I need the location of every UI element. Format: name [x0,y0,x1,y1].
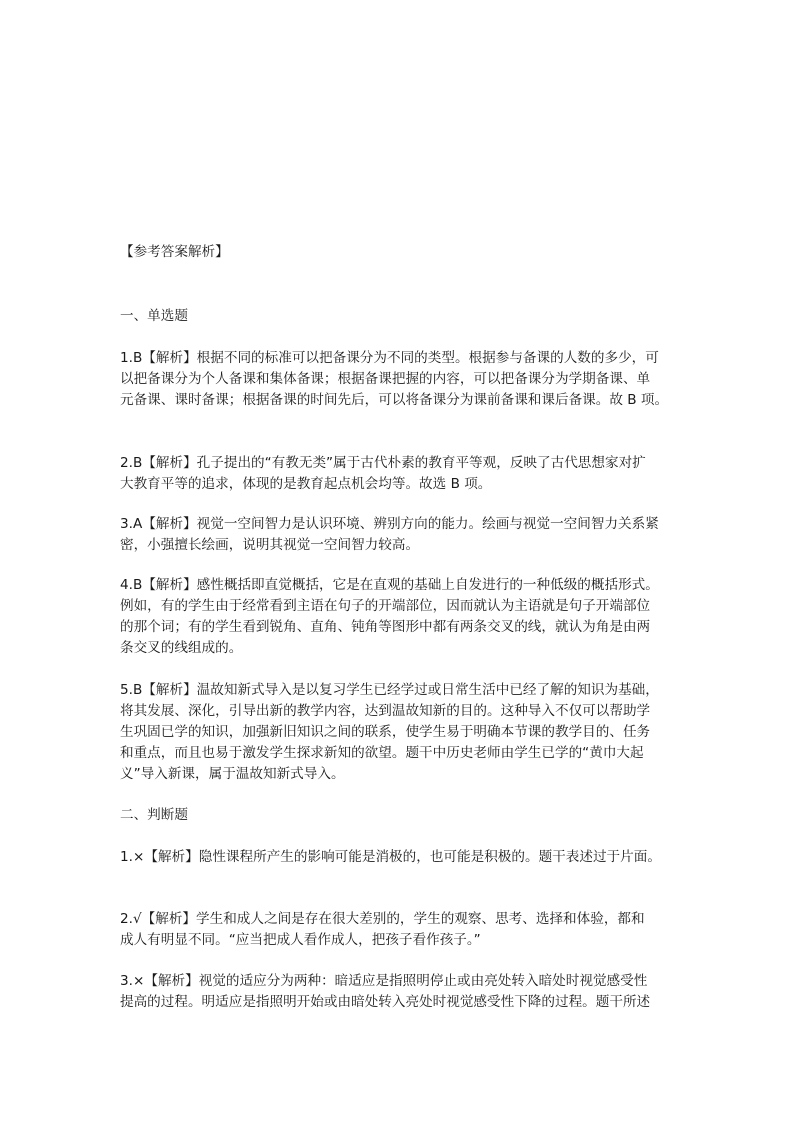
q4-line-4: 条交叉的线组成的。 [120,640,243,656]
tf3-line-1: 3.×【解析】视觉的适应分为两种：暗适应是指照明停止或由亮处转入暗处时视觉感受性 [120,973,648,989]
q4-line-1: 4.B【解析】感性概括即直觉概括，它是在直观的基础上自发进行的一种低级的概括形式。 [120,577,659,593]
tf2-line-1: 2.√【解析】学生和成人之间是存在很大差别的，学生的观察、思考、选择和体验，都和 [120,911,645,927]
q5-line-1: 5.B【解析】温故知新式导入是以复习学生已经学过或日常生活中已经了解的知识为基础， [120,682,659,698]
answer-title: 【参考答案解析】 [120,244,229,260]
q5-line-5: 义”导入新课，属于温故知新式导入。 [120,766,345,782]
q5-line-4: 和重点，而且也易于激发学生探求新知的欲望。题干中历史老师由学生已学的“黄巾大起 [120,745,644,761]
tf3-line-2: 提高的过程。明适应是指照明开始或由暗处转入亮处时视觉感受性下降的过程。题干所述 [120,994,651,1010]
q5-line-3: 生巩固已学的知识，加强新旧知识之间的联系，使学生易于明确本节课的教学目的、任务 [120,724,651,740]
q1-line-2: 以把备课分为个人备课和集体备课；根据备课把握的内容，可以把备课分为学期备课、单 [120,371,651,387]
q2-line-1: 2.B【解析】孔子提出的“有教无类”属于古代朴素的教育平等观，反映了古代思想家对扩 [120,455,646,471]
q1-line-3: 元备课、课时备课；根据备课的时间先后，可以将备课分为课前备课和课后备课。故 B 项。 [120,392,669,408]
q4-line-3: 的那个词；有的学生看到锐角、直角、钝角等图形中都有两条交叉的线，就认为角是由两 [120,619,651,635]
tf2-line-2: 成人有明显不同。“应当把成人看作成人，把孩子看作孩子。” [120,932,481,948]
q3-line-1: 3.A【解析】视觉一空间智力是认识环境、辨别方向的能力。绘画与视觉一空间智力关系紧 [120,516,659,532]
section-title-true-false: 二、判断题 [120,807,188,823]
q4-line-2: 例如，有的学生由于经常看到主语在句子的开端部位，因而就认为主语就是句子开端部位 [120,598,651,614]
section-title-single-choice: 一、单选题 [120,308,188,324]
q5-line-2: 将其发展、深化，引导出新的教学内容，达到温故知新的目的。这种导入不仅可以帮助学 [120,703,651,719]
q1-line-1: 1.B【解析】根据不同的标准可以把备课分为不同的类型。根据参与备课的人数的多少，可 [120,350,659,366]
q2-line-2: 大教育平等的追求，体现的是教育起点机会均等。故选 B 项。 [120,476,492,492]
q3-line-2: 密，小强擅长绘画，说明其视觉一空间智力较高。 [120,537,420,553]
tf1-line-1: 1.×【解析】隐性课程所产生的影响可能是消极的，也可能是积极的。题干表述过于片面。 [120,849,661,865]
